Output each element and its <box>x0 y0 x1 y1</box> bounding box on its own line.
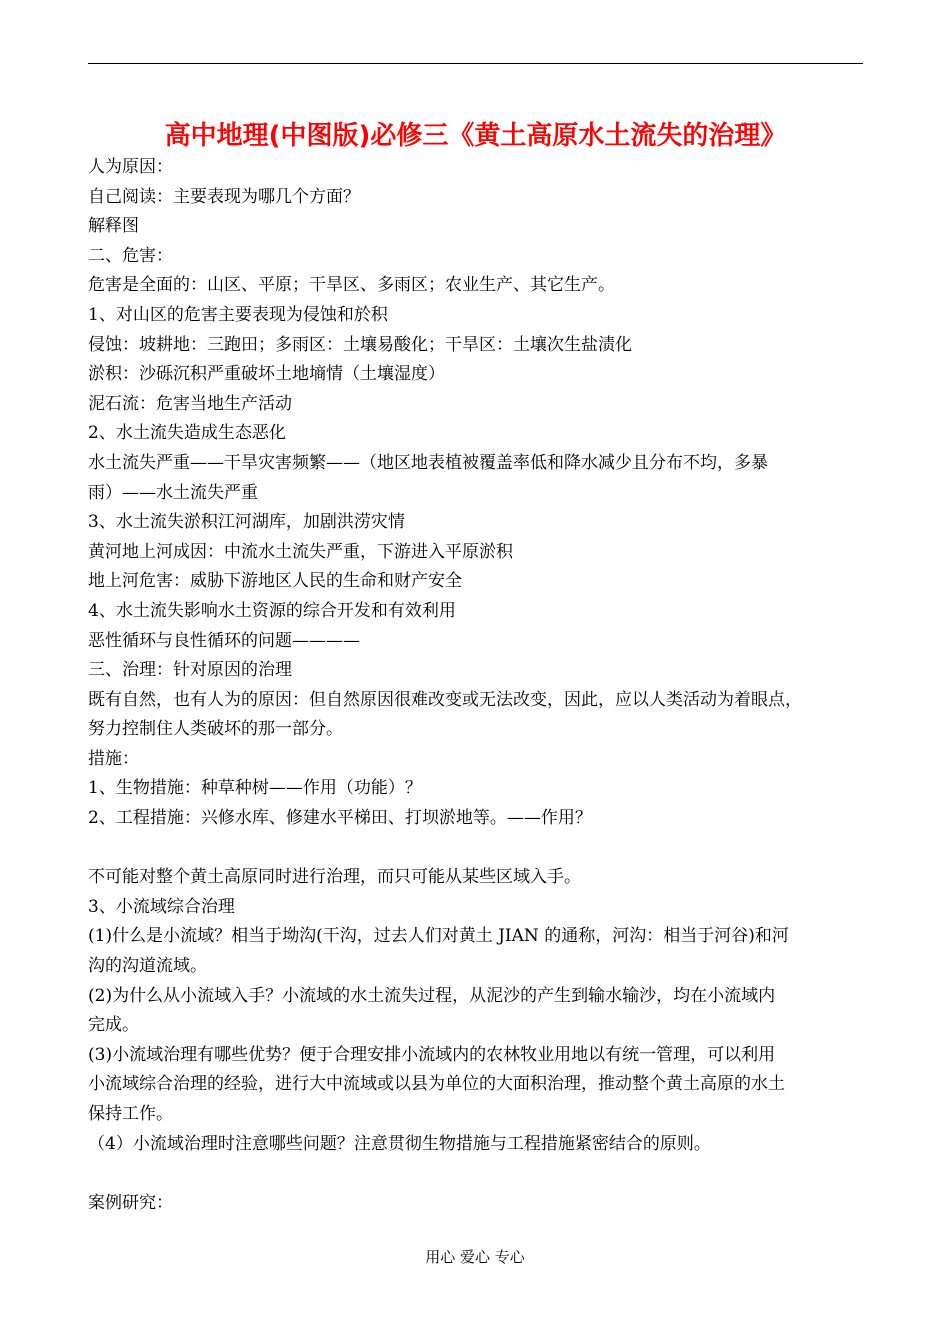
text-line: 淤积：沙砾沉积严重破坏土地墒情（土壤湿度） <box>88 364 445 385</box>
page-footer: 用心 爱心 专心 <box>425 1248 525 1266</box>
text-line: (2)为什么从小流域入手？小流域的水土流失过程，从泥沙的产生到输水输沙，均在小流域内 <box>88 985 776 1006</box>
blank-line <box>88 1159 863 1189</box>
text-line: 小流域综合治理的经验，进行大中流域或以县为单位的大面积治理，推动整个黄土高原的水土 <box>88 1074 785 1095</box>
text-line: 沟的沟道流域。 <box>88 956 207 977</box>
document-title: 高中地理(中图版)必修三《黄土高原水土流失的治理》 <box>164 121 787 151</box>
text-line: 恶性循环与良性循环的问题———— <box>88 630 360 651</box>
text-line: 3、小流域综合治理 <box>88 896 235 917</box>
text-line: 黄河地上河成因：中流水土流失严重，下游进入平原淤积 <box>88 541 513 562</box>
text-line: (3)小流域治理有哪些优势？便于合理安排小流域内的农林牧业用地以有统一管理，可以利用 <box>88 1044 776 1065</box>
text-line: 侵蚀：坡耕地：三跑田；多雨区：土壤易酸化；干旱区：土壤次生盐渍化 <box>88 334 632 355</box>
text-line: 2、工程措施：兴修水库、修建水平梯田、打坝淤地等。——作用？ <box>88 808 592 829</box>
section-heading: 二、危害： <box>88 245 173 266</box>
text-line: 1、生物措施：种草种树——作用（功能）？ <box>88 778 422 799</box>
text-line: 不可能对整个黄土高原同时进行治理，而只可能从某些区域入手。 <box>88 867 581 888</box>
text-line: 人为原因： <box>88 157 173 177</box>
document-body <box>88 153 863 1218</box>
section-heading: 三、治理：针对原因的治理 <box>88 660 292 681</box>
text-line: （4）小流域治理时注意哪些问题？注意贯彻生物措施与工程措施紧密结合的原则。 <box>88 1133 711 1154</box>
text-line: 危害是全面的：山区、平原；干旱区、多雨区；农业生产、其它生产。 <box>88 275 615 296</box>
text-line: 完成。 <box>88 1015 139 1036</box>
text-line: 水土流失严重——干旱灾害频繁——（地区地表植被覆盖率低和降水减少且分布不均，多暴 <box>88 452 768 473</box>
text-line: 4、水土流失影响水土资源的综合开发和有效利用 <box>88 600 456 621</box>
text-line: 3、水土流失淤积江河湖库，加剧洪涝灾情 <box>88 512 405 533</box>
text-line: 保持工作。 <box>88 1104 173 1124</box>
text-line: 雨）——水土流失严重 <box>88 482 258 503</box>
text-line: (1)什么是小流域？相当于坳沟(干沟，过去人们对黄土 JIAN 的通称，河沟：相当于河谷)和河 <box>88 926 789 947</box>
header-rule <box>88 63 863 64</box>
text-line: 案例研究： <box>88 1192 173 1213</box>
text-line: 解释图 <box>88 216 139 237</box>
text-line: 2、水土流失造成生态恶化 <box>88 423 286 444</box>
text-line: 自己阅读：主要表现为哪几个方面？ <box>88 186 360 207</box>
text-line: 努力控制住人类破坏的那一部分。 <box>88 719 343 740</box>
text-line: 措施： <box>88 748 139 769</box>
text-line: 1、对山区的危害主要表现为侵蚀和於积 <box>88 304 388 325</box>
text-line: 泥石流：危害当地生产活动 <box>88 393 292 414</box>
text-line: 既有自然，也有人为的原因：但自然原因很难改变或无法改变，因此，应以人类活动为着眼点， <box>88 689 802 710</box>
blank-line <box>88 834 863 864</box>
text-line: 地上河危害：威胁下游地区人民的生命和财产安全 <box>88 571 462 592</box>
